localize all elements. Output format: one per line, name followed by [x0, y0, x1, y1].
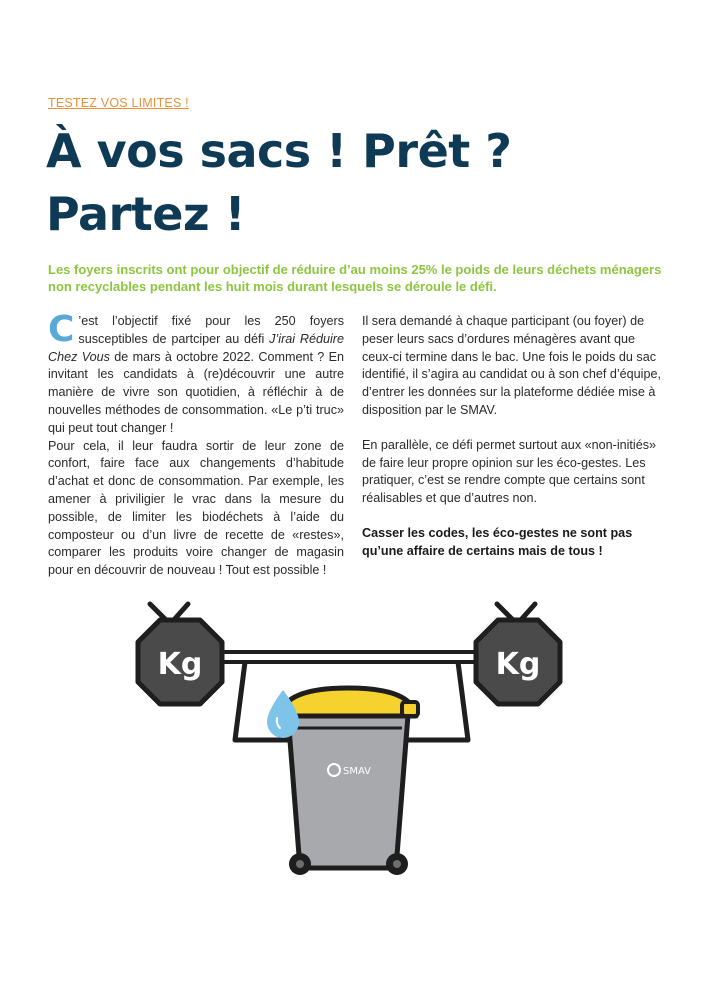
bin-logo-text: SMAV [343, 766, 372, 777]
barbell-bar [186, 652, 516, 662]
left-paragraph-2: Pour cela, il leur faudra sortir de leur zone de confort, faire face aux changements d’habitude d’achat et donc de consommation. Par exemple, les amener à privil﻿igier le vrac dans la mesure du possible, de limiter les biodéchets à l’aide du composteur ou d’un livre de recette de «restes», comparer les produits voire changer de magasin pour en découvrir de nouveau ! Tout est possible ! [48, 438, 344, 578]
bin-lid-handle [402, 702, 418, 716]
closing-statement: Casser les codes, les éco-gestes ne sont pas qu’une affaire de certains mais de tous ! [362, 525, 633, 558]
title-line-2: Partez ! [46, 187, 246, 241]
left-paragraph-1-end: de mars à octobre 2022. Comment ? En invitant les candidats à (re)découvrir une autre manière de vivre son quotidien, à réfléchir à de nouvelles méthodes de consommation. «Le p’ti truc» qui peut tout changer ! [48, 349, 344, 435]
weightlifting-bin-illustration [0, 590, 706, 1000]
left-paragraph-1-start: ’est l’objectif fixé pour les 250 foyers susceptibles de partciper au défi [78, 314, 344, 346]
right-column [362, 313, 662, 561]
right-paragraph-1: Il sera demandé à chaque participant (ou foyer) de peser leurs sacs d’ordures ménagères avant que ceux-ci termine dans le bac. Une fois le poids du sac identifié, il s’agira au candidat ou à son chef d’équipe, d’entrer les données sur la plateforme dédiée mise à disposition par le SMAV. [362, 314, 661, 417]
section-kicker: TESTEZ VOS LIMITES ! [48, 96, 189, 110]
wheelie-bin [280, 688, 418, 875]
lead-paragraph: Les foyers inscrits ont pour objectif de réduire d’au moins 25% le poids de leurs déchets ménagers non recyclables pendant les huit mois durant lesquels se déroule le défi. [48, 262, 662, 294]
weight-label-right: Kg [495, 647, 541, 682]
left-paragraph-1 [48, 309, 344, 438]
bin-body [288, 715, 408, 868]
bin-lid [280, 688, 416, 716]
page-title [46, 120, 666, 246]
title-line-1: À vos sacs ! Prêt ? [46, 124, 512, 178]
left-weight [138, 604, 222, 704]
left-column [48, 309, 344, 580]
weight-label-left: Kg [157, 647, 203, 682]
right-weight [476, 604, 560, 704]
right-paragraph-2: En parallèle, ce défi permet surtout aux «non-initiés» de faire leur propre opinion sur les éco-gestes. Les pratiquer, c’est se rendre compte que certains sont réalisables et que d’autres non. [362, 437, 657, 506]
drop-cap: C [48, 309, 75, 350]
challenge-name: J’irai Réduire Chez Vous [48, 331, 344, 364]
